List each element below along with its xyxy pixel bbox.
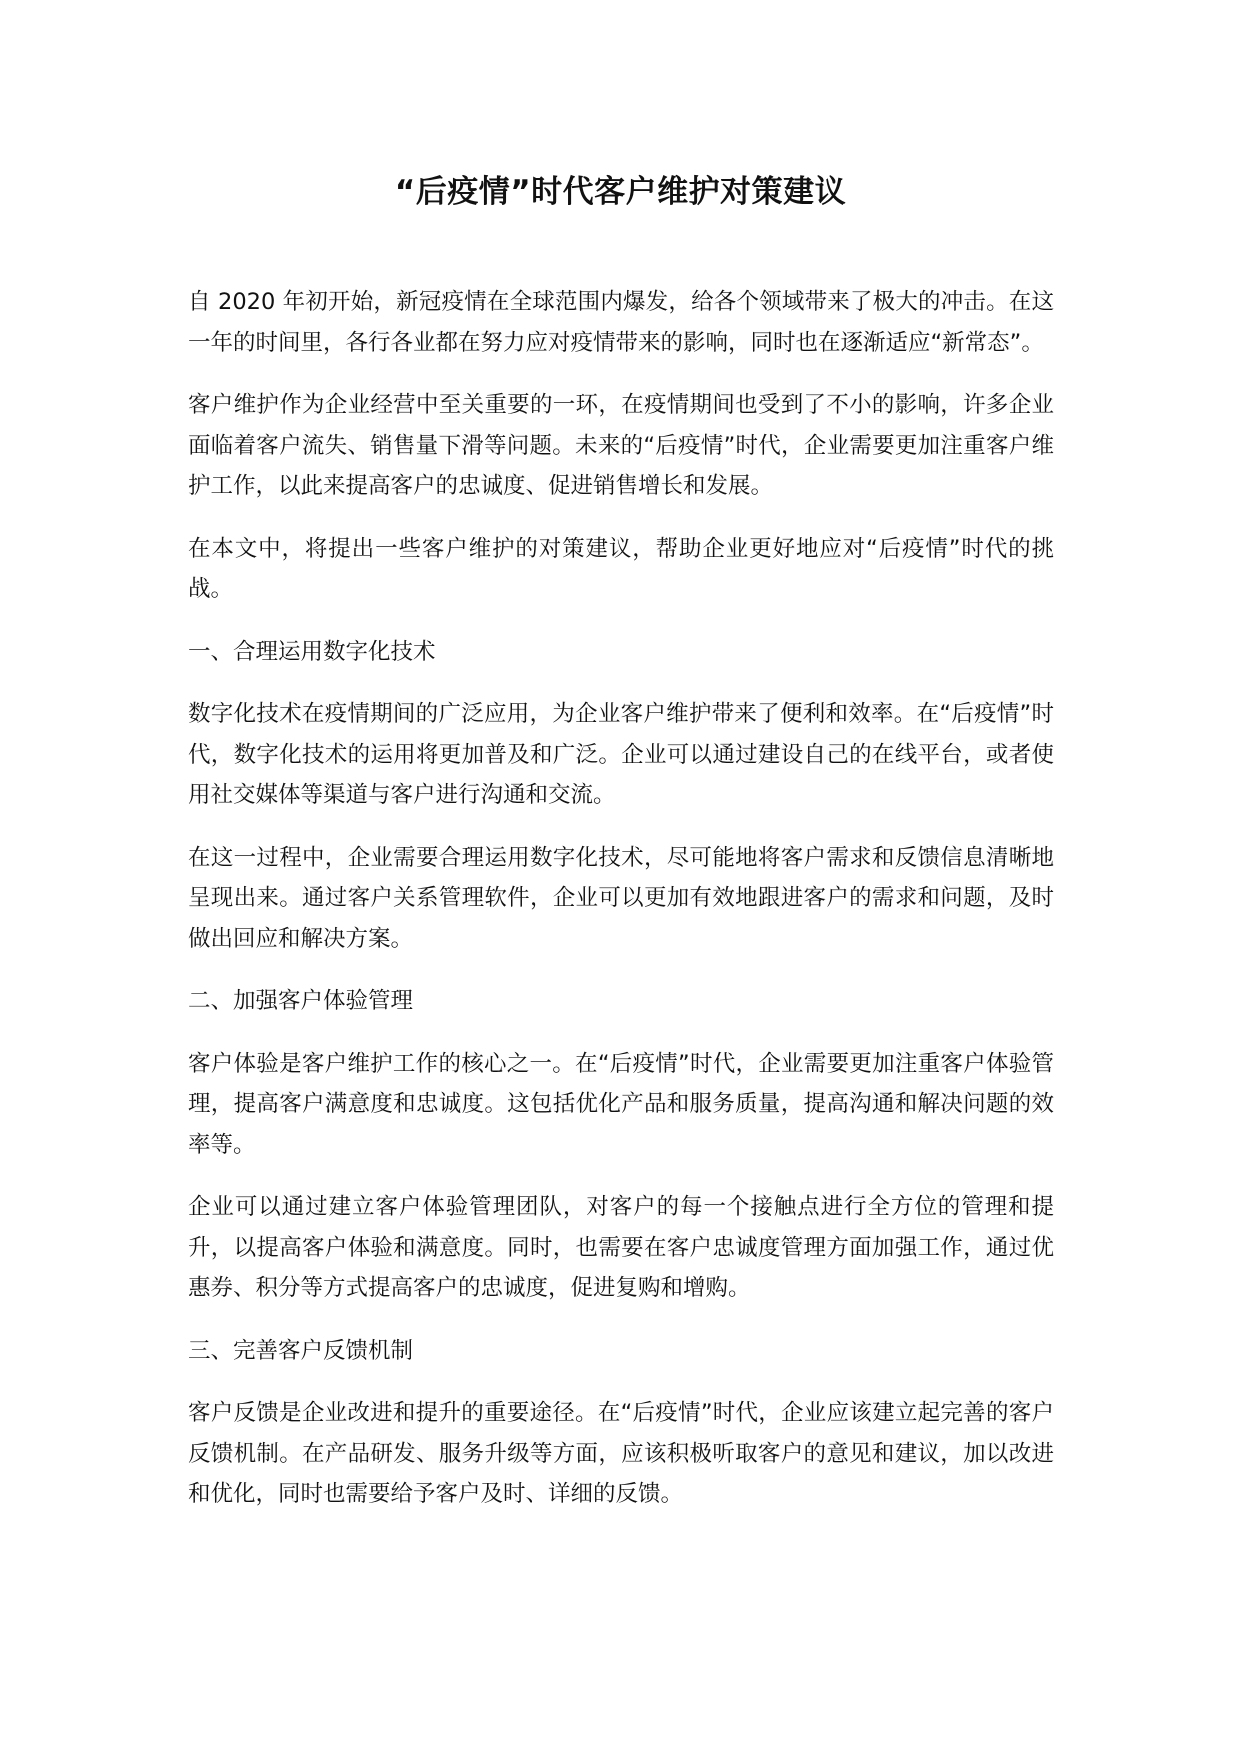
section-paragraph: 在这一过程中，企业需要合理运用数字化技术，尽可能地将客户需求和反馈信息清晰地呈现出来。通过客户关系管理软件，企业可以更加有效地跟进客户的需求和问题，及时做出回应和解决方案。	[188, 844, 1054, 952]
document-body	[188, 282, 1054, 1537]
intro-paragraph-2: 客户维护作为企业经营中至关重要的一环，在疫情期间也受到了不小的影响，许多企业面临着客户流失、销售量下滑等问题。未来的“后疫情”时代，企业需要更加注重客户维护工作，以此来提高客户的忠诚度、促进销售增长和发展。	[188, 392, 1054, 499]
section-paragraph: 数字化技术在疫情期间的广泛应用，为企业客户维护带来了便利和效率。在“后疫情”时代，数字化技术的运用将更加普及和广泛。企业可以通过建设自己的在线平台，或者使用社交媒体等渠道与客户进行沟通和交流。	[188, 701, 1054, 808]
section-heading: 三、完善客户反馈机制	[188, 1337, 414, 1364]
section-feedback-mechanism	[188, 1331, 1054, 1515]
section-heading: 二、加强客户体验管理	[188, 988, 414, 1014]
section-digital-technology	[188, 632, 1054, 960]
section-customer-experience	[188, 981, 1054, 1309]
page-title: “后疫情”时代客户维护对策建议	[394, 174, 847, 210]
intro-paragraph-3: 在本文中，将提出一些客户维护的对策建议，帮助企业更好地应对“后疫情”时代的挑战。	[188, 535, 1054, 602]
section-paragraph: 企业可以通过建立客户体验管理团队，对客户的每一个接触点进行全方位的管理和提升，以提高客户体验和满意度。同时，也需要在客户忠诚度管理方面加强工作，通过优惠券、积分等方式提高客户的忠诚度，促进复购和增购。	[188, 1194, 1054, 1301]
intro-paragraph-1: 自 2020 年初开始，新冠疫情在全球范围内爆发，给各个领域带来了极大的冲击。在这一年的时间里，各行各业都在努力应对疫情带来的影响，同时也在逐渐适应“新常态”。	[188, 289, 1054, 356]
section-heading: 一、合理运用数字化技术	[188, 638, 436, 665]
section-paragraph: 客户反馈是企业改进和提升的重要途径。在“后疫情”时代，企业应该建立起完善的客户反馈机制。在产品研发、服务升级等方面，应该积极听取客户的意见和建议，加以改进和优化，同时也需要给予客户及时、详细的反馈。	[188, 1400, 1054, 1507]
section-paragraph: 客户体验是客户维护工作的核心之一。在“后疫情”时代，企业需要更加注重客户体验管理，提高客户满意度和忠诚度。这包括优化产品和服务质量，提高沟通和解决问题的效率等。	[188, 1050, 1054, 1158]
